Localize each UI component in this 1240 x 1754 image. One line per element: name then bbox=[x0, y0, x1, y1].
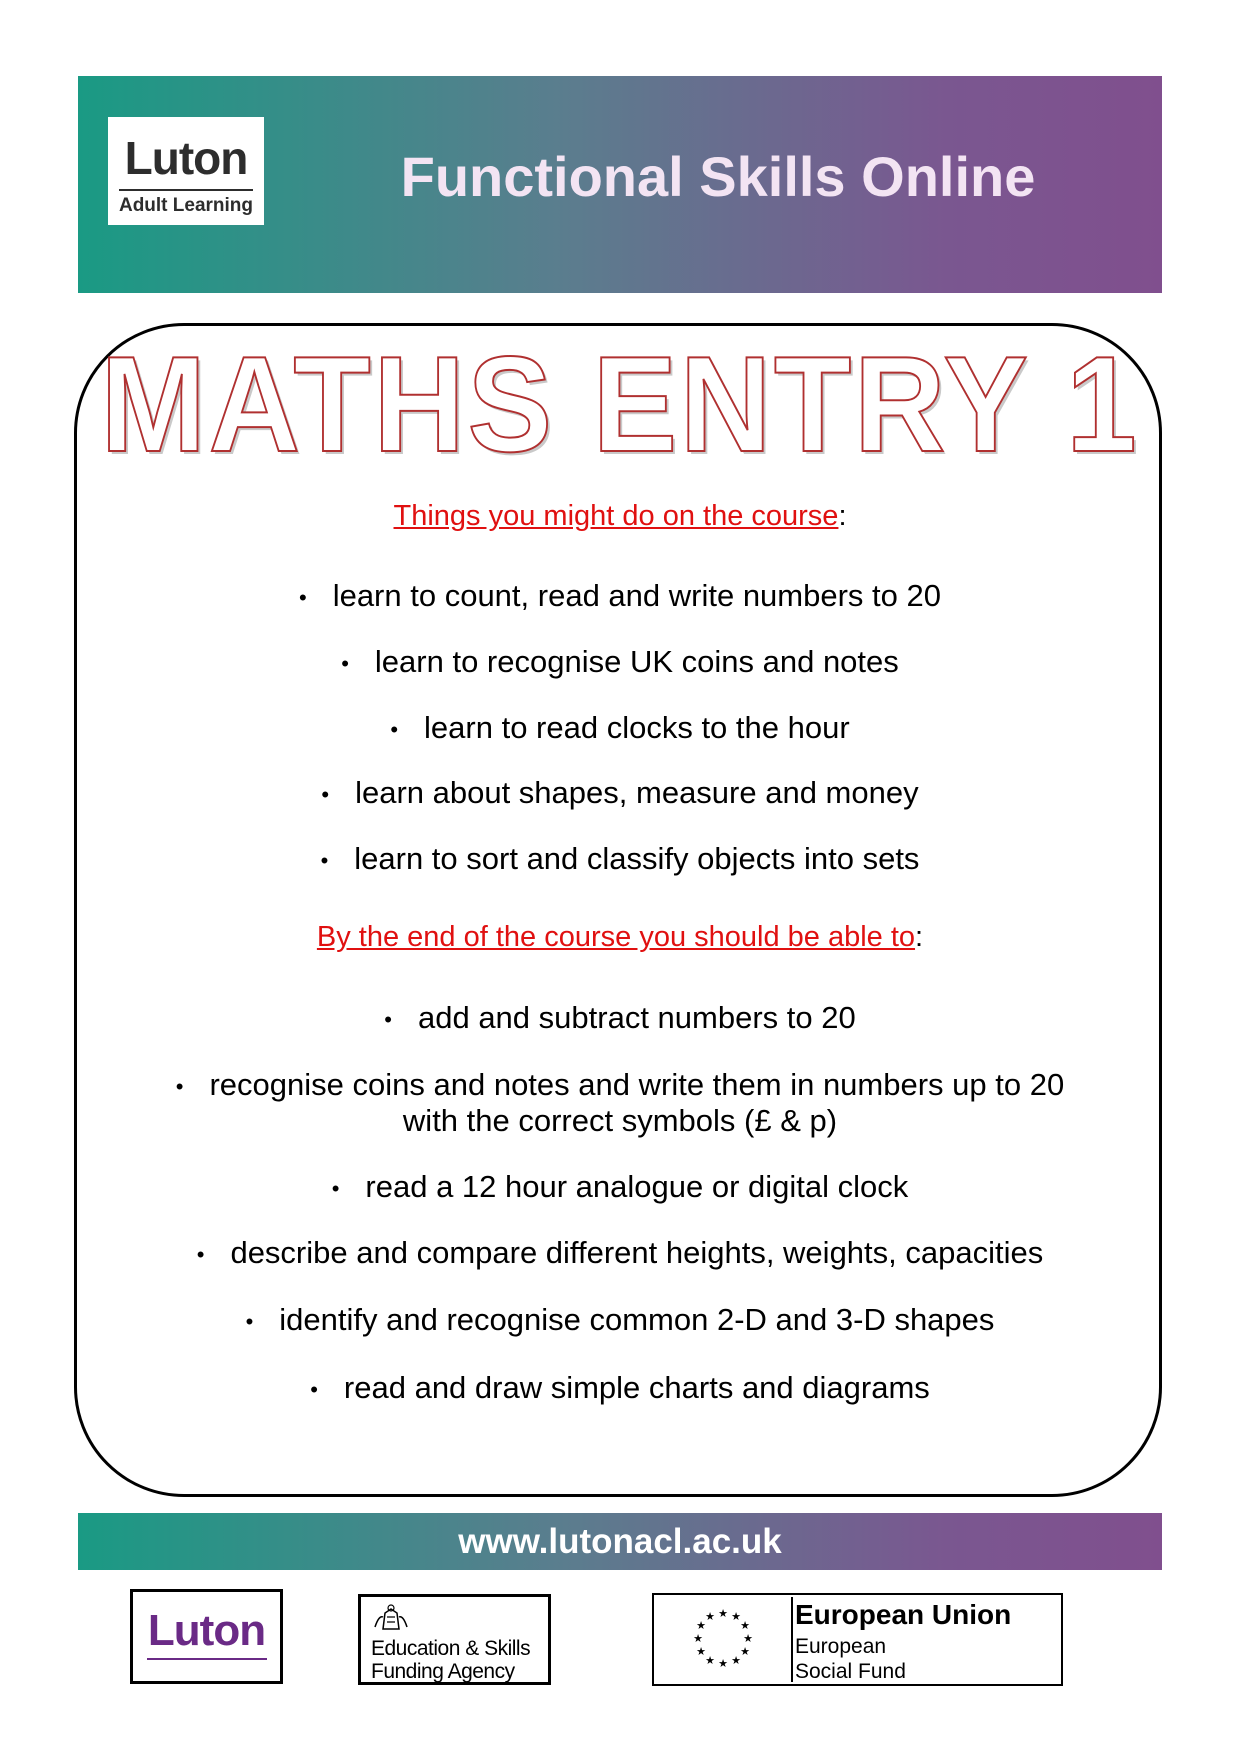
list-item-text: read and draw simple charts and diagrams bbox=[343, 1370, 930, 1405]
list-item-text: learn to recognise UK coins and notes bbox=[374, 644, 899, 679]
list-item bbox=[0, 841, 1240, 879]
bullet-icon: • bbox=[341, 650, 349, 676]
list-item-text: add and subtract numbers to 20 bbox=[417, 1000, 856, 1035]
list-item bbox=[0, 1302, 1240, 1340]
svg-text:★: ★ bbox=[743, 1632, 753, 1645]
section1-heading bbox=[0, 500, 1240, 533]
header-banner bbox=[78, 76, 1162, 293]
svg-text:★: ★ bbox=[731, 1610, 741, 1623]
luton-logo-underline bbox=[147, 1658, 267, 1660]
bullet-icon: • bbox=[321, 781, 330, 807]
list-item bbox=[0, 1000, 1240, 1038]
section1-heading-text: Things you might do on the course bbox=[393, 500, 839, 532]
list-item bbox=[0, 1169, 1240, 1207]
section1-heading-colon: : bbox=[838, 500, 847, 532]
logo-sub-text: Adult Learning bbox=[118, 195, 254, 216]
list-item-text: learn to count, read and write numbers to 20 bbox=[332, 578, 941, 613]
list-item-text: learn to sort and classify objects into sets bbox=[354, 841, 920, 876]
svg-text:★: ★ bbox=[705, 1654, 715, 1667]
list-item bbox=[0, 710, 1240, 748]
list-item bbox=[0, 1370, 1240, 1408]
bullet-icon: • bbox=[196, 1241, 205, 1267]
bullet-icon: • bbox=[331, 1175, 340, 1201]
eu-line2: Social Fund bbox=[795, 1660, 906, 1683]
svg-text:★: ★ bbox=[705, 1610, 715, 1623]
list-item bbox=[0, 578, 1240, 616]
svg-text:★: ★ bbox=[718, 1657, 728, 1670]
website-banner bbox=[78, 1513, 1162, 1570]
bullet-icon: • bbox=[310, 1376, 318, 1402]
bullet-icon: • bbox=[320, 847, 329, 873]
efa-logo bbox=[358, 1594, 551, 1685]
bullet-icon: • bbox=[298, 584, 307, 610]
bullet-icon: • bbox=[390, 716, 399, 742]
bullet-icon: • bbox=[245, 1308, 254, 1334]
efa-line1: Education & Skills bbox=[371, 1637, 531, 1660]
list-item bbox=[0, 1235, 1240, 1273]
eu-title: European Union bbox=[795, 1599, 1012, 1630]
list-item-text: with the correct symbols (£ & p) bbox=[402, 1103, 838, 1138]
eu-logo bbox=[652, 1593, 1063, 1686]
list-item-text: identify and recognise common 2-D and 3-D shapes bbox=[279, 1302, 995, 1337]
bullet-icon: • bbox=[384, 1006, 392, 1032]
svg-text:★: ★ bbox=[740, 1619, 750, 1632]
luton-adult-learning-logo bbox=[108, 117, 264, 225]
luton-logo-text: Luton bbox=[147, 1606, 266, 1655]
list-item bbox=[0, 644, 1240, 682]
page-title: MATHS ENTRY 1 bbox=[100, 328, 1140, 480]
eu-stars-icon bbox=[656, 1597, 793, 1682]
section2-heading bbox=[0, 921, 1240, 954]
list-item-continuation bbox=[0, 1103, 1240, 1139]
svg-text:★: ★ bbox=[696, 1619, 706, 1632]
svg-text:★: ★ bbox=[693, 1632, 703, 1645]
luton-council-logo bbox=[130, 1589, 283, 1684]
list-item bbox=[0, 1067, 1240, 1105]
list-item-text: learn to read clocks to the hour bbox=[424, 710, 850, 745]
logo-divider bbox=[119, 189, 253, 191]
website-link[interactable]: www.lutonacl.ac.uk bbox=[458, 1522, 782, 1561]
efa-line2: Funding Agency bbox=[371, 1660, 515, 1683]
logo-main-text: Luton bbox=[124, 132, 248, 184]
eu-line1: European bbox=[795, 1635, 887, 1658]
list-item-text: learn about shapes, measure and money bbox=[355, 775, 919, 810]
list-item bbox=[0, 775, 1240, 813]
svg-text:★: ★ bbox=[740, 1645, 750, 1658]
list-item-text: read a 12 hour analogue or digital clock bbox=[365, 1169, 909, 1204]
section2-heading-text: By the end of the course you should be able to bbox=[316, 921, 916, 953]
svg-text:★: ★ bbox=[696, 1645, 706, 1658]
list-item-text: recognise coins and notes and write them in numbers up to 20 bbox=[209, 1067, 1065, 1102]
royal-crest-icon bbox=[371, 1603, 411, 1633]
header-title: Functional Skills Online bbox=[400, 145, 1036, 208]
svg-text:★: ★ bbox=[731, 1654, 741, 1667]
bullet-icon: • bbox=[175, 1073, 184, 1099]
section2-heading-colon: : bbox=[915, 921, 924, 953]
list-item-text: describe and compare different heights, weights, capacities bbox=[230, 1235, 1044, 1270]
svg-text:★: ★ bbox=[718, 1607, 728, 1620]
